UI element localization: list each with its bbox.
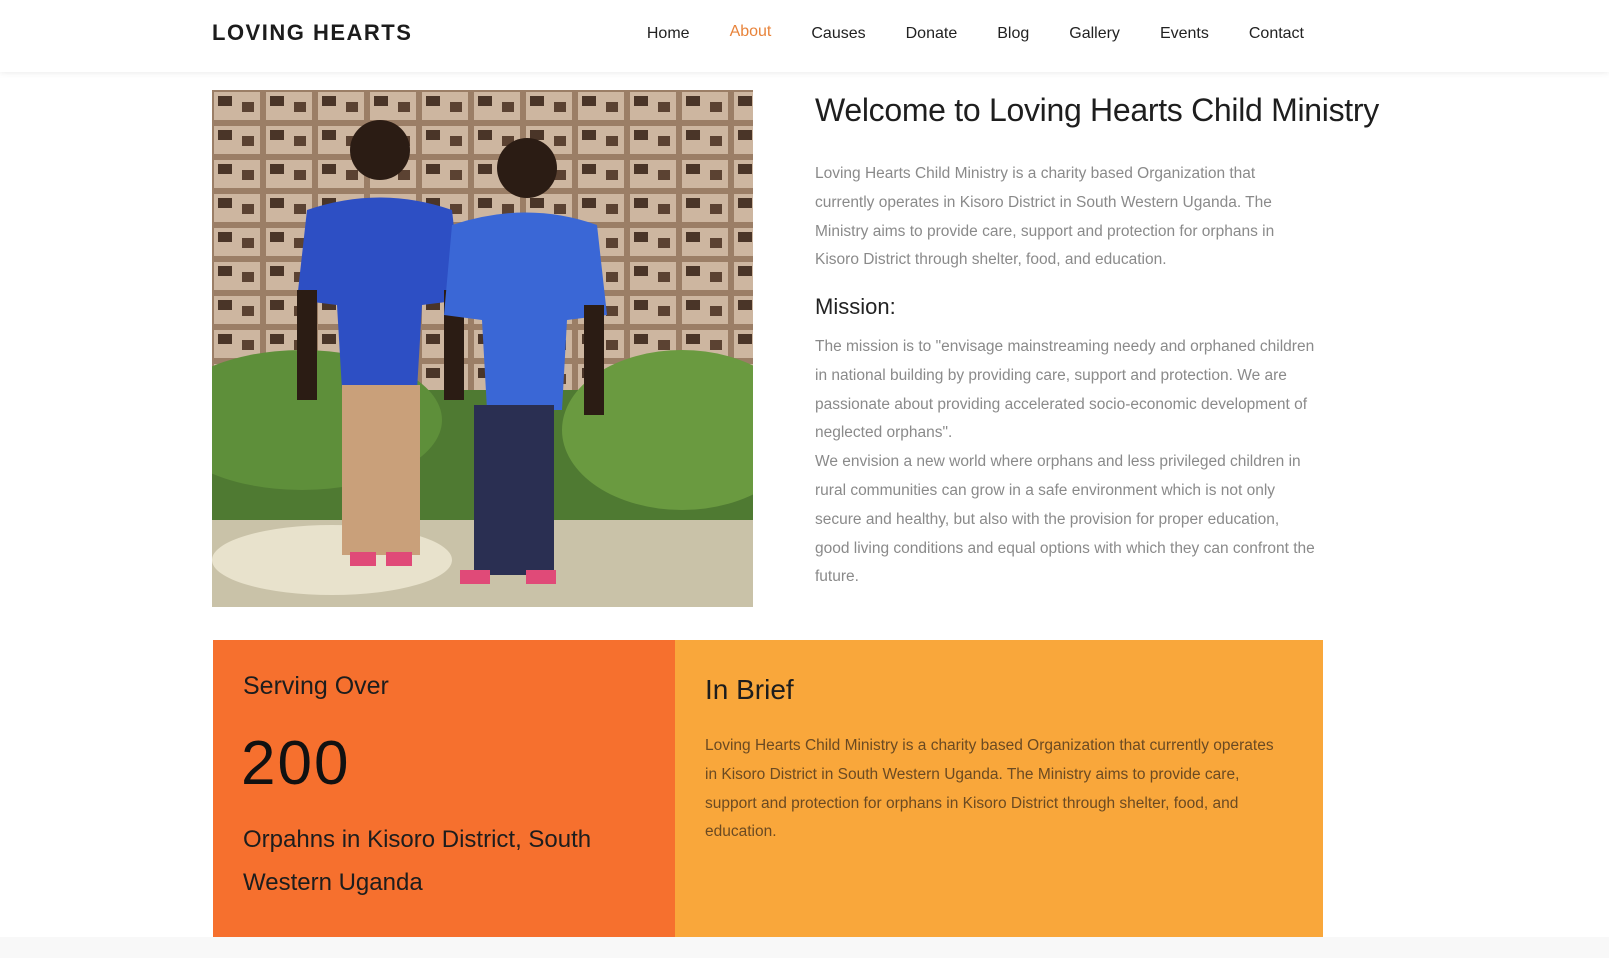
brief-text: Loving Hearts Child Ministry is a charity based Organization that currently operates in Kisoro District in South Western Uganda. The Ministry aims to provide care, support and protection for orphans in Kisoro District through shelter, food, and education. <box>705 737 1274 841</box>
nav-events[interactable]: Events <box>1159 25 1209 42</box>
footer-band <box>0 937 1609 958</box>
mission-paragraph-2: We envision a new world where orphans and less privileged children in rural communities can grow in a safe environment which is not only secure and healthy, but also with the provision for proper education, good living conditions and equal options with which they can confront the future. <box>815 453 1315 586</box>
nav-about[interactable]: About <box>729 23 772 40</box>
brief-box <box>675 640 1323 937</box>
welcome-title: Welcome to Loving Hearts Child Ministry <box>815 92 1379 128</box>
stats-label: Serving Over <box>243 672 389 700</box>
stats-number: 200 <box>241 729 351 798</box>
nav-blog[interactable]: Blog <box>997 25 1030 42</box>
stats-box <box>213 640 675 937</box>
brief-title: In Brief <box>705 674 794 705</box>
stats-description: Orpahns in Kisoro District, South Western Uganda <box>243 826 592 896</box>
brand-logo[interactable]: LOVING HEARTS <box>212 20 413 45</box>
mission-paragraph-1: The mission is to "envisage mainstreaming needy and orphaned children in national building by providing care, support and protection. We are passionate about providing accelerated socio-economic development of neglected orphans". <box>815 338 1315 442</box>
nav-causes[interactable]: Causes <box>811 25 866 42</box>
nav-donate[interactable]: Donate <box>905 25 958 42</box>
welcome-text: Loving Hearts Child Ministry is a charity based Organization that currently operates in Kisoro District in South Western Uganda. The Ministry aims to provide care, support and protection for orphans in Kisoro District through shelter, food, and education. <box>815 165 1275 269</box>
mission-text <box>815 333 1315 592</box>
mission-title: Mission: <box>815 294 896 319</box>
main-nav <box>607 24 1304 44</box>
nav-contact[interactable]: Contact <box>1248 25 1304 42</box>
children-photo <box>212 90 753 607</box>
nav-gallery[interactable]: Gallery <box>1069 25 1120 42</box>
site-header <box>0 0 1609 72</box>
nav-home[interactable]: Home <box>646 25 690 42</box>
